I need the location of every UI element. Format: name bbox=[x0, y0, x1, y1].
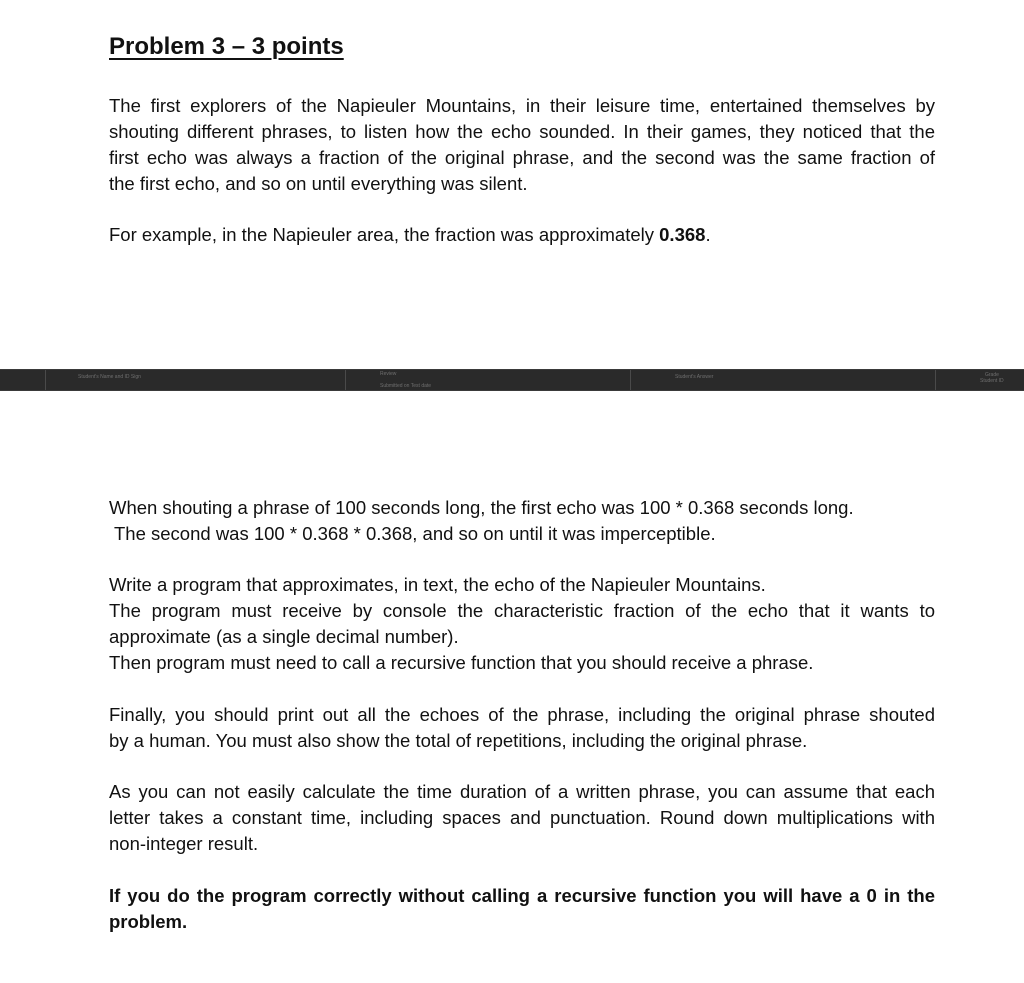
strip-label: Student ID bbox=[980, 378, 1004, 384]
program-line: The program must receive by console the characteristic fraction of the echo that it wants to bbox=[109, 600, 935, 621]
strip-label: Student's Answer bbox=[675, 374, 714, 380]
warning-paragraph bbox=[109, 883, 935, 935]
example-line bbox=[109, 222, 935, 248]
duration-line: As you can not easily calculate the time duration of a written phrase, you can assume that each bbox=[109, 781, 935, 802]
shouting-paragraph bbox=[109, 495, 935, 547]
finally-line: by a human. You must also show the total of repetitions, including the original phrase. bbox=[109, 730, 808, 751]
finally-line: Finally, you should print out all the echoes of the phrase, including the original phrase shouted bbox=[109, 704, 935, 725]
duration-paragraph bbox=[109, 779, 935, 857]
intro-line: the first echo, and so on until everything was silent. bbox=[109, 173, 528, 194]
program-line: Write a program that approximates, in text, the echo of the Napieuler Mountains. bbox=[109, 574, 766, 595]
strip-label: Grade bbox=[985, 372, 999, 378]
strip-divider bbox=[45, 370, 46, 390]
problem-title: Problem 3 – 3 points bbox=[109, 33, 344, 60]
example-prefix: For example, in the Napieuler area, the fraction was approximately bbox=[109, 224, 660, 245]
strip-divider bbox=[345, 370, 346, 390]
strip-label: Review bbox=[380, 371, 397, 377]
intro-line: first echo was always a fraction of the original phrase, and the second was the same fraction of bbox=[109, 147, 935, 168]
strip-label: Student's Name and ID Sign bbox=[78, 374, 141, 380]
program-paragraph bbox=[109, 572, 935, 676]
shouting-line: When shouting a phrase of 100 seconds long, the first echo was 100 * 0.368 seconds long. bbox=[109, 497, 854, 518]
strip-divider bbox=[935, 370, 936, 390]
intro-line: shouting different phrases, to listen how the echo sounded. In their games, they noticed that the bbox=[109, 121, 935, 142]
duration-line: letter takes a constant time, including spaces and punctuation. Round down multiplications with bbox=[109, 807, 935, 828]
program-line: Then program must need to call a recursive function that you should receive a phrase. bbox=[109, 652, 814, 673]
fraction-value: 0.368 bbox=[659, 224, 706, 245]
shouting-line: The second was 100 * 0.368 * 0.368, and so on until it was imperceptible. bbox=[114, 523, 716, 544]
example-suffix: . bbox=[705, 224, 711, 245]
scanned-header-strip bbox=[0, 369, 1024, 391]
intro-paragraph bbox=[109, 93, 935, 197]
strip-divider bbox=[630, 370, 631, 390]
warning-line: problem. bbox=[109, 911, 188, 932]
program-line: approximate (as a single decimal number). bbox=[109, 626, 459, 647]
warning-line: If you do the program correctly without calling a recursive function you will have a 0 in the bbox=[109, 885, 935, 906]
intro-line: The first explorers of the Napieuler Mountains, in their leisure time, entertained themselves by bbox=[109, 95, 935, 116]
example-paragraph bbox=[109, 222, 935, 248]
strip-label: Submitted on Test date bbox=[380, 383, 432, 389]
duration-line: non-integer result. bbox=[109, 833, 259, 854]
finally-paragraph bbox=[109, 702, 935, 754]
